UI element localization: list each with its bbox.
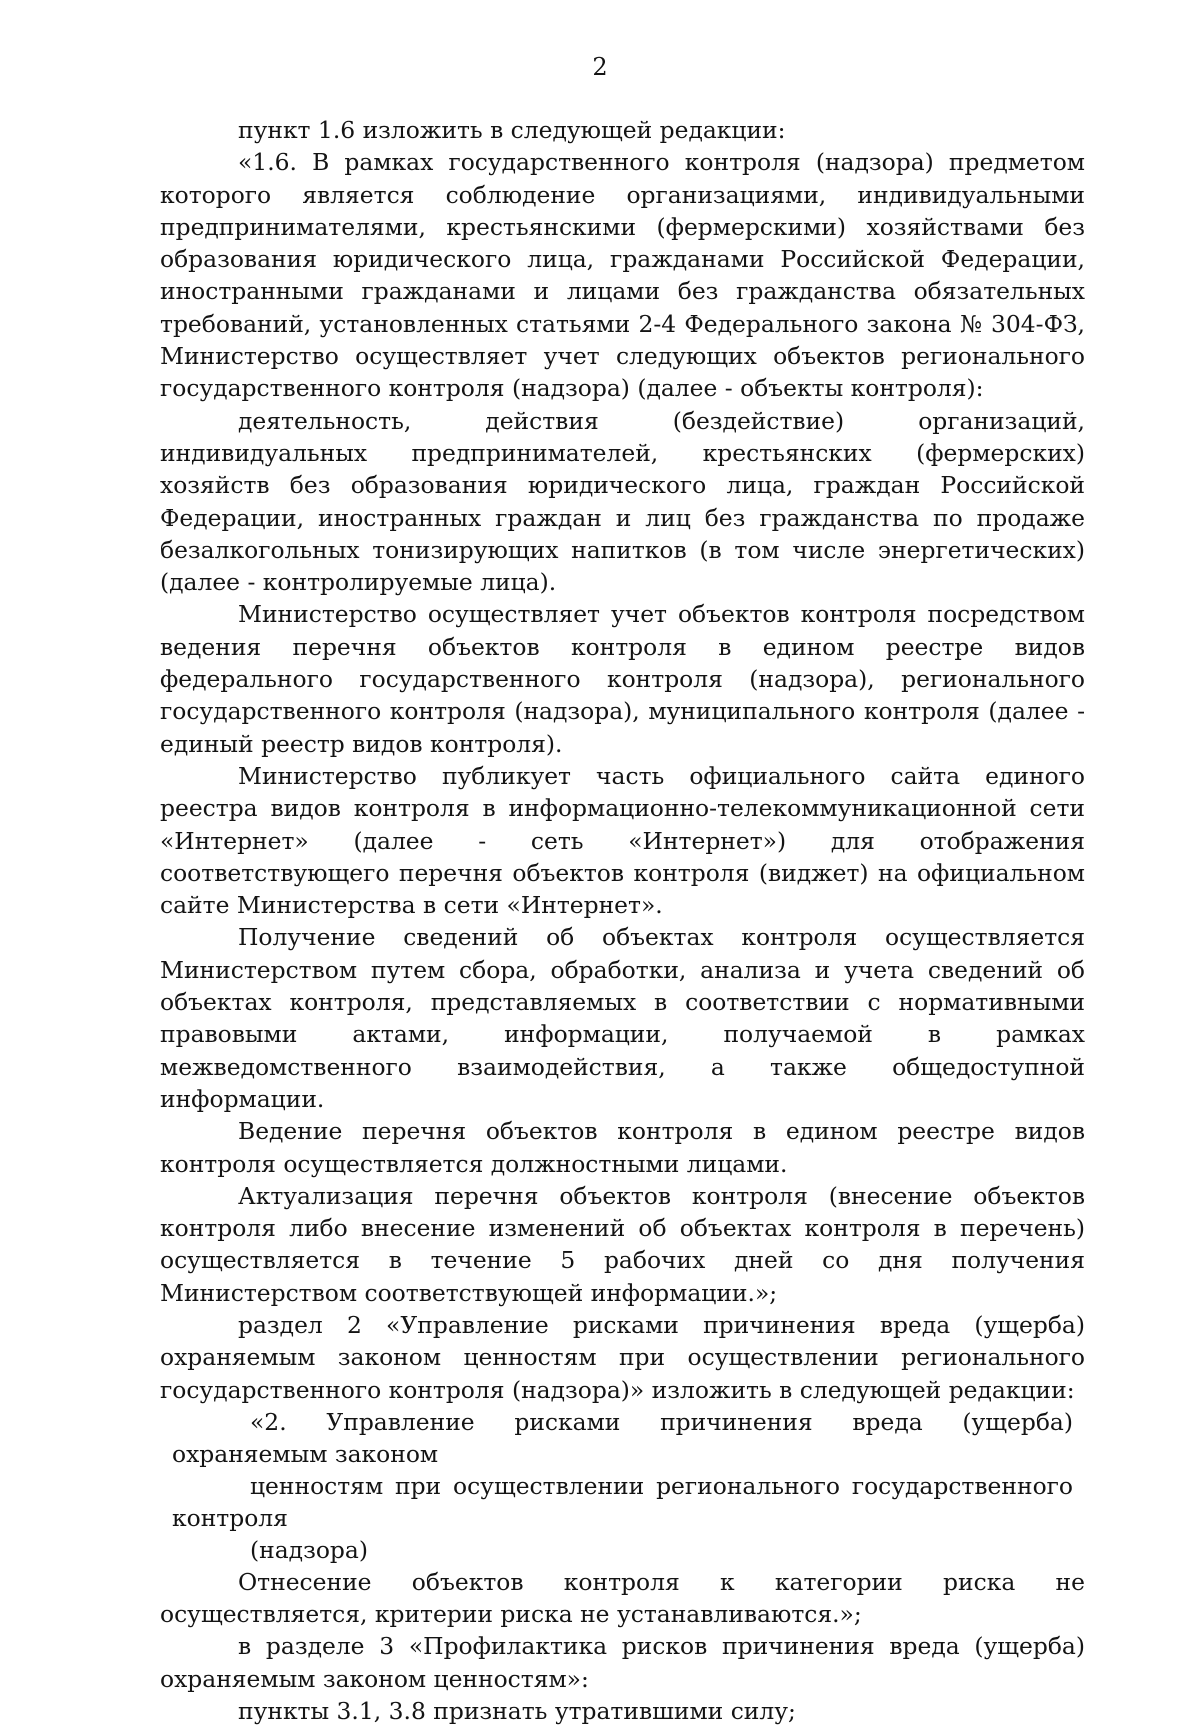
page-number: 2 — [592, 53, 608, 81]
paragraph: Ведение перечня объектов контроля в едином реестре видов контроля осуществляется должностными лицами. — [160, 1117, 1085, 1178]
paragraph: пункт 1.6 изложить в следующей редакции: — [238, 116, 786, 144]
paragraph: Министерство публикует часть официального сайта единого реестра видов контроля в информационно-телекоммуникационной сети «Интернет» (далее - сеть «Интернет») для отображения соответствующего перечня объектов контроля (виджет) на официальном сайте Министерства в сети «Интернет». — [160, 761, 1085, 920]
paragraph: Отнесение объектов контроля к категории риска не осуществляется, критерии риска не устанавливаются.»; — [160, 1567, 1085, 1629]
paragraph: Министерство осуществляет учет объектов контроля посредством ведения перечня объектов контроля в едином реестре видов федерального государственного контроля (надзора), регионального государственного контроля (надзора), муниципального контроля (далее - единый реестр видов контроля). — [160, 600, 1085, 758]
paragraph: Получение сведений об объектах контроля осуществляется Министерством путем сбора, обработки, анализа и учета сведений об объектах контроля, представляемых в соответствии с нормативными правовыми актами, информации, получаемой в рамках межведомственного взаимодействия, а также общедоступной информации. — [160, 923, 1085, 1113]
paragraph: пункты 3.1, 3.8 признать утратившими силу; — [238, 1697, 796, 1726]
paragraph: в разделе 3 «Профилактика рисков причинения вреда (ущерба) охраняемым законом ценностям»: — [160, 1632, 1085, 1693]
section-heading-line: ценностям при осуществлении регионального государственного контроля — [172, 1471, 1073, 1532]
paragraph: деятельность, действия (бездействие) организаций, индивидуальных предпринимателей, крестьянских (фермерских) хозяйств без образования юридического лица, граждан Российской Федерации, иностранных граждан и лиц без гражданства по продаже безалкогольных тонизирующих напитков (в том числе энергетических) (далее - контролируемые лица). — [160, 406, 1085, 597]
paragraph: раздел 2 «Управление рисками причинения вреда (ущерба) охраняемым законом ценностям при осуществлении регионального государственного контроля (надзора)» изложить в следующей редакции: — [160, 1310, 1085, 1404]
document-body — [160, 114, 1085, 1727]
section-heading-line: (надзора) — [250, 1535, 368, 1564]
paragraph: «1.6. В рамках государственного контроля (надзора) предметом которого является соблюдение организациями, индивидуальными предпринимателями, крестьянскими (фермерскими) хозяйствами без образования юридического лица, гражданами Российской Федерации, иностранными гражданами и лицами без гражданства обязательных требований, установленных статьями 2-4 Федерального закона № 304-ФЗ, Министерство осуществляет учет следующих объектов регионального государственного контроля (надзора) (далее - объекты контроля): — [160, 148, 1085, 403]
section-heading-line: «2. Управление рисками причинения вреда (ущерба) охраняемым законом — [172, 1407, 1073, 1468]
paragraph: Актуализация перечня объектов контроля (внесение объектов контроля либо внесение изменений об объектах контроля в перечень) осуществляется в течение 5 рабочих дней со дня получения Министерством соответствующей информации.»; — [160, 1181, 1085, 1307]
section-heading — [160, 1406, 1085, 1566]
